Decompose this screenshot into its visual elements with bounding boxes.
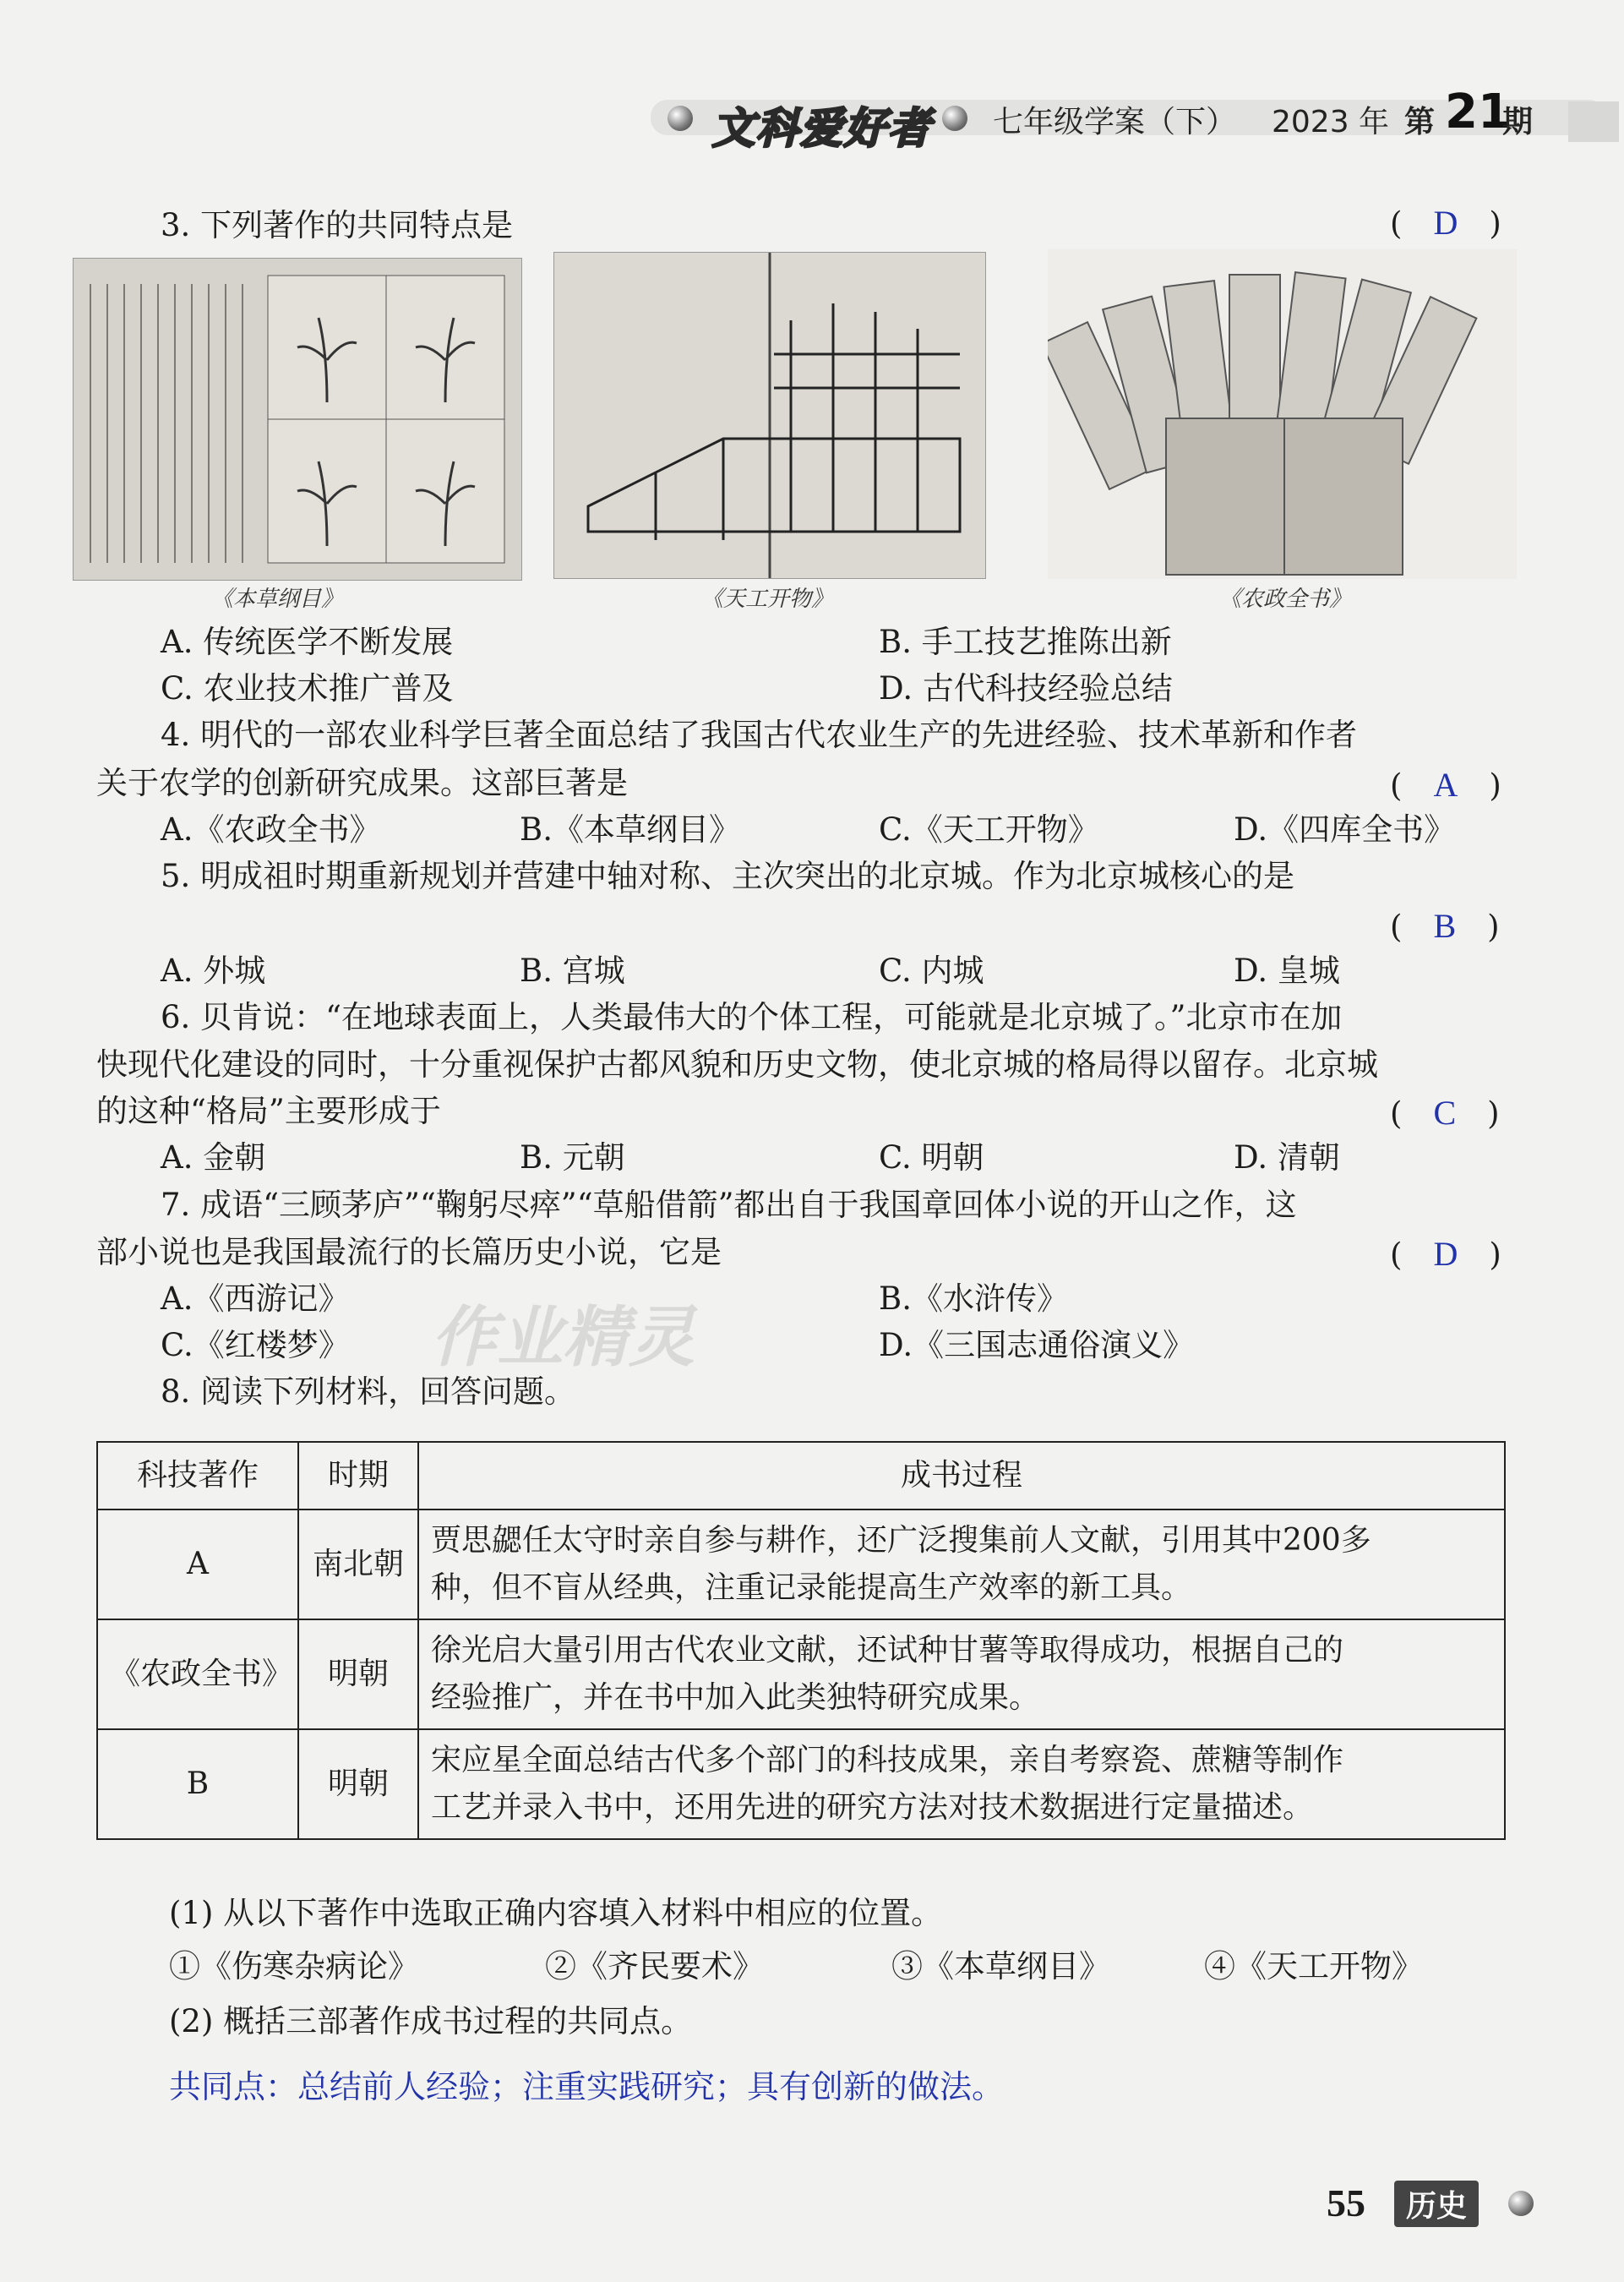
desc-line: 经验推广，并在书中加入此类独特研究成果。 [431, 1680, 1040, 1715]
table-row [97, 1510, 1505, 1619]
table-header: 成书过程 [418, 1442, 1505, 1510]
table-cell-period: 南北朝 [298, 1510, 418, 1619]
desc-line: 宋应星全面总结古代多个部门的科技成果，亲自考察瓷、蔗糖等制作 [431, 1743, 1344, 1777]
q4-answer: A [1433, 766, 1458, 804]
header-tab [1568, 101, 1619, 142]
q8-sub2: (2) 概括三部著作成书过程的共同点。 [169, 2003, 693, 2039]
q6-option-c: C. 明朝 [879, 1139, 984, 1176]
q8-choice-4: ④《天工开物》 [1204, 1948, 1423, 1984]
table-cell-work: B [97, 1729, 298, 1839]
table-cell-period: 明朝 [298, 1619, 418, 1729]
q4-option-c: C.《天工开物》 [879, 811, 1099, 848]
q6-line2: 快现代化建设的同时，十分重视保护古都风貌和历史文物，使北京城的格局得以留存。北京城 [96, 1046, 1378, 1083]
desc-line: 种，但不盲从经典，注重记录能提高生产效率的新工具。 [431, 1570, 1192, 1605]
header-dot-icon [942, 106, 967, 131]
q3-answer-bracket: ( D ) [1390, 204, 1501, 242]
q6-line1: 6. 贝肯说：“在地球表面上，人类最伟大的个体工程，可能就是北京城了。”北京市在加 [161, 999, 1343, 1035]
q5-option-a: A. 外城 [161, 953, 266, 989]
desc-line: 徐光启大量引用古代农业文献，还试种甘薯等取得成功，根据自己的 [431, 1633, 1344, 1668]
q3-option-c: C. 农业技术推广普及 [161, 670, 454, 707]
q7-answer-bracket: ( D ) [1390, 1235, 1501, 1273]
q6-option-a: A. 金朝 [161, 1139, 266, 1176]
q7-option-c: C.《红楼梦》 [161, 1327, 350, 1363]
desc-line: 贾思勰任太守时亲自参与耕作，还广泛搜集前人文献，引用其中200多 [431, 1523, 1371, 1558]
q6-option-d: D. 清朝 [1234, 1139, 1340, 1176]
q3-option-d: D. 古代科技经验总结 [879, 670, 1173, 707]
table-cell-period: 明朝 [298, 1729, 418, 1839]
q5-option-c: C. 内城 [879, 953, 984, 989]
q7-line2: 部小说也是我国最流行的长篇历史小说，它是 [96, 1234, 722, 1270]
q6-line3: 的这种“格局”主要形成于 [96, 1093, 441, 1129]
header-year: 2023 年 [1272, 105, 1390, 139]
q8-sub1: (1) 从以下著作中选取正确内容填入材料中相应的位置。 [169, 1895, 943, 1931]
q6-option-b: B. 元朝 [520, 1139, 625, 1176]
table-header-row [97, 1442, 1505, 1510]
q5-line1: 5. 明成祖时期重新规划并营建中轴对称、主次突出的北京城。作为北京城核心的是 [161, 858, 1295, 894]
q4-option-a: A.《农政全书》 [161, 811, 381, 848]
q4-option-b: B.《本草纲目》 [520, 811, 740, 848]
q7-option-a: A.《西游记》 [161, 1280, 350, 1317]
header-issue-number: 21 [1445, 85, 1511, 139]
q4-answer-bracket: ( A ) [1390, 766, 1501, 804]
q8-stem: 8. 阅读下列材料，回答问题。 [161, 1373, 576, 1410]
header-dot-icon [668, 106, 693, 131]
material-table [96, 1441, 1506, 1840]
q5-answer: B [1433, 907, 1457, 945]
desc-line: 工艺并录入书中，还用先进的研究方法对技术数据进行定量描述。 [431, 1790, 1314, 1825]
q4-line2: 关于农学的创新研究成果。这部巨著是 [96, 765, 628, 801]
page-number: 55 [1327, 2181, 1365, 2225]
magazine-logo: 文科爱好者 [712, 104, 932, 153]
q5-option-b: B. 宫城 [520, 953, 625, 989]
table-row [97, 1619, 1505, 1729]
table-header: 时期 [298, 1442, 418, 1510]
header-issue-suffix: 期 [1502, 105, 1534, 139]
caption-tiangong: 《天工开物》 [701, 587, 834, 612]
table-cell-work: 《农政全书》 [97, 1619, 298, 1729]
q8-answer: 共同点：总结前人经验；注重实践研究；具有创新的做法。 [169, 2068, 1005, 2105]
q7-answer: D [1433, 1235, 1458, 1273]
q3-option-b: B. 手工技艺推陈出新 [879, 624, 1172, 660]
q3-stem: 3. 下列著作的共同特点是 [161, 207, 514, 243]
q8-choice-2: ②《齐民要术》 [545, 1948, 764, 1984]
q6-answer: C [1433, 1094, 1457, 1132]
watermark: 作业精灵 [431, 1300, 695, 1376]
bencao-gangmu-image [73, 258, 522, 581]
nongzheng-quanshu-image [1048, 249, 1517, 579]
table-header: 科技著作 [97, 1442, 298, 1510]
q3-option-a: A. 传统医学不断发展 [161, 624, 454, 660]
q5-answer-bracket: ( B ) [1390, 907, 1500, 945]
caption-bencao: 《本草纲目》 [211, 587, 344, 612]
q8-choice-3: ③《本草纲目》 [891, 1948, 1110, 1984]
q4-option-d: D.《四库全书》 [1234, 811, 1456, 848]
table-cell-desc [418, 1510, 1505, 1619]
tiangong-kaiwu-image [553, 252, 986, 579]
table-cell-work: A [97, 1510, 298, 1619]
q7-option-d: D.《三国志通俗演义》 [879, 1327, 1195, 1363]
footer-dot-icon [1508, 2191, 1534, 2216]
header-grade: 七年级学案（下） [993, 105, 1237, 139]
q7-option-b: B.《水浒传》 [879, 1280, 1068, 1317]
subject-tab: 历史 [1394, 2181, 1479, 2227]
caption-nongzheng: 《农政全书》 [1219, 587, 1352, 612]
q4-line1: 4. 明代的一部农业科学巨著全面总结了我国古代农业生产的先进经验、技术革新和作者 [161, 717, 1358, 753]
q5-option-d: D. 皇城 [1234, 953, 1340, 989]
q7-line1: 7. 成语“三顾茅庐”“鞠躬尽瘁”“草船借箭”都出自于我国章回体小说的开山之作，这 [161, 1187, 1297, 1223]
q6-answer-bracket: ( C ) [1390, 1094, 1500, 1132]
table-cell-desc [418, 1619, 1505, 1729]
table-row [97, 1729, 1505, 1839]
header-issue-prefix: 第 [1404, 105, 1436, 139]
q8-choice-1: ①《伤寒杂病论》 [169, 1948, 419, 1984]
q3-answer: D [1433, 204, 1458, 242]
table-cell-desc [418, 1729, 1505, 1839]
